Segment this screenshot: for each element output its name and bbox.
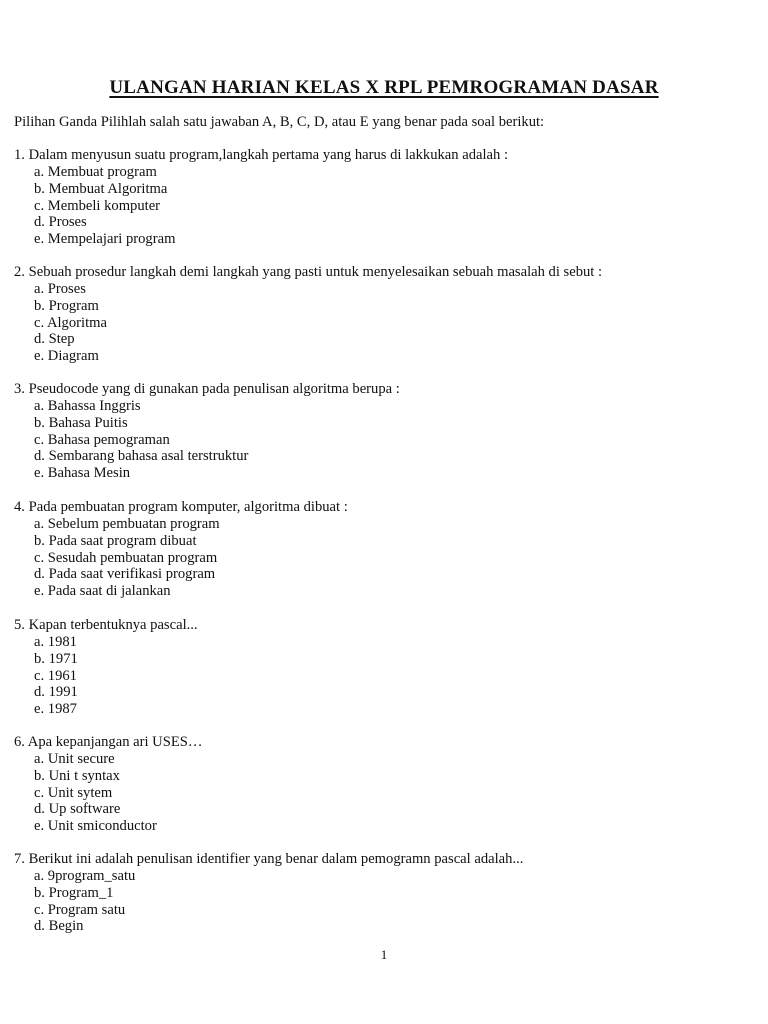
question-stem: 7. Berikut ini adalah penulisan identifier yang benar dalam pemogramn pascal adalah... bbox=[14, 851, 524, 867]
option-d: d. Pada saat verifikasi program bbox=[34, 566, 216, 583]
option-c: c. Bahasa pemograman bbox=[34, 431, 170, 448]
option-list bbox=[14, 634, 754, 718]
option-b: b. Pada saat program dibuat bbox=[34, 532, 197, 549]
option-e: e. Mempelajari program bbox=[34, 231, 176, 248]
option-a: a. Unit secure bbox=[34, 751, 115, 767]
option-b: b. Membuat Algoritma bbox=[34, 180, 168, 197]
option-a: a. Sebelum pembuatan program bbox=[34, 516, 220, 532]
option-d: d. Step bbox=[34, 331, 75, 348]
option-a: a. Bahassa Inggris bbox=[34, 398, 141, 414]
option-b: b. Program bbox=[34, 297, 99, 314]
option-e: e. Diagram bbox=[34, 348, 99, 365]
option-a: a. 9program_satu bbox=[34, 868, 136, 884]
question-2 bbox=[14, 264, 754, 365]
option-c: c. Algoritma bbox=[34, 314, 107, 331]
question-stem: 6. Apa kepanjangan ari USES… bbox=[14, 734, 203, 750]
question-5 bbox=[14, 617, 754, 718]
option-list bbox=[14, 751, 754, 835]
question-stem: 4. Pada pembuatan program komputer, algoritma dibuat : bbox=[14, 499, 348, 515]
option-c: c. Sesudah pembuatan program bbox=[34, 549, 218, 566]
option-list bbox=[14, 516, 754, 600]
question-stem: 5. Kapan terbentuknya pascal... bbox=[14, 617, 198, 633]
question-stem: 2. Sebuah prosedur langkah demi langkah yang pasti untuk menyelesaikan sebuah masalah di sebut : bbox=[14, 264, 603, 280]
page-title: ULANGAN HARIAN KELAS X RPL PEMROGRAMAN DASAR bbox=[109, 77, 659, 98]
option-d: d. Proses bbox=[34, 214, 87, 231]
option-d: d. 1991 bbox=[34, 684, 78, 701]
option-b: b. Bahasa Puitis bbox=[34, 414, 128, 431]
option-c: c. Program satu bbox=[34, 901, 126, 918]
option-d: d. Up software bbox=[34, 801, 121, 818]
option-e: e. Pada saat di jalankan bbox=[34, 583, 171, 600]
option-e: e. Bahasa Mesin bbox=[34, 465, 131, 482]
option-c: c. Membeli komputer bbox=[34, 197, 161, 214]
option-b: b. Uni t syntax bbox=[34, 767, 120, 784]
option-b: b. 1971 bbox=[34, 650, 78, 667]
option-c: c. 1961 bbox=[34, 667, 77, 684]
question-3 bbox=[14, 381, 754, 482]
option-e: e. 1987 bbox=[34, 701, 77, 718]
option-list bbox=[14, 281, 754, 365]
instruction-text: Pilihan Ganda Pilihlah salah satu jawaban A, B, C, D, atau E yang benar pada soal berikut: bbox=[14, 114, 545, 130]
option-d: d. Begin bbox=[34, 918, 84, 935]
option-list bbox=[14, 164, 754, 248]
option-list bbox=[14, 398, 754, 482]
option-a: a. Membuat program bbox=[34, 164, 157, 180]
option-b: b. Program_1 bbox=[34, 884, 114, 901]
option-c: c. Unit sytem bbox=[34, 784, 113, 801]
option-d: d. Sembarang bahasa asal terstruktur bbox=[34, 448, 249, 465]
question-1 bbox=[14, 147, 754, 248]
question-4 bbox=[14, 499, 754, 600]
question-stem: 3. Pseudocode yang di gunakan pada penulisan algoritma berupa : bbox=[14, 381, 400, 397]
option-e: e. Unit smiconductor bbox=[34, 818, 157, 835]
page-number: 1 bbox=[380, 947, 388, 962]
question-6 bbox=[14, 734, 754, 835]
question-stem: 1. Dalam menyusun suatu program,langkah pertama yang harus di lakkukan adalah : bbox=[14, 147, 509, 163]
option-list bbox=[14, 868, 754, 935]
option-a: a. Proses bbox=[34, 281, 86, 297]
option-a: a. 1981 bbox=[34, 634, 77, 650]
question-7 bbox=[14, 851, 754, 935]
